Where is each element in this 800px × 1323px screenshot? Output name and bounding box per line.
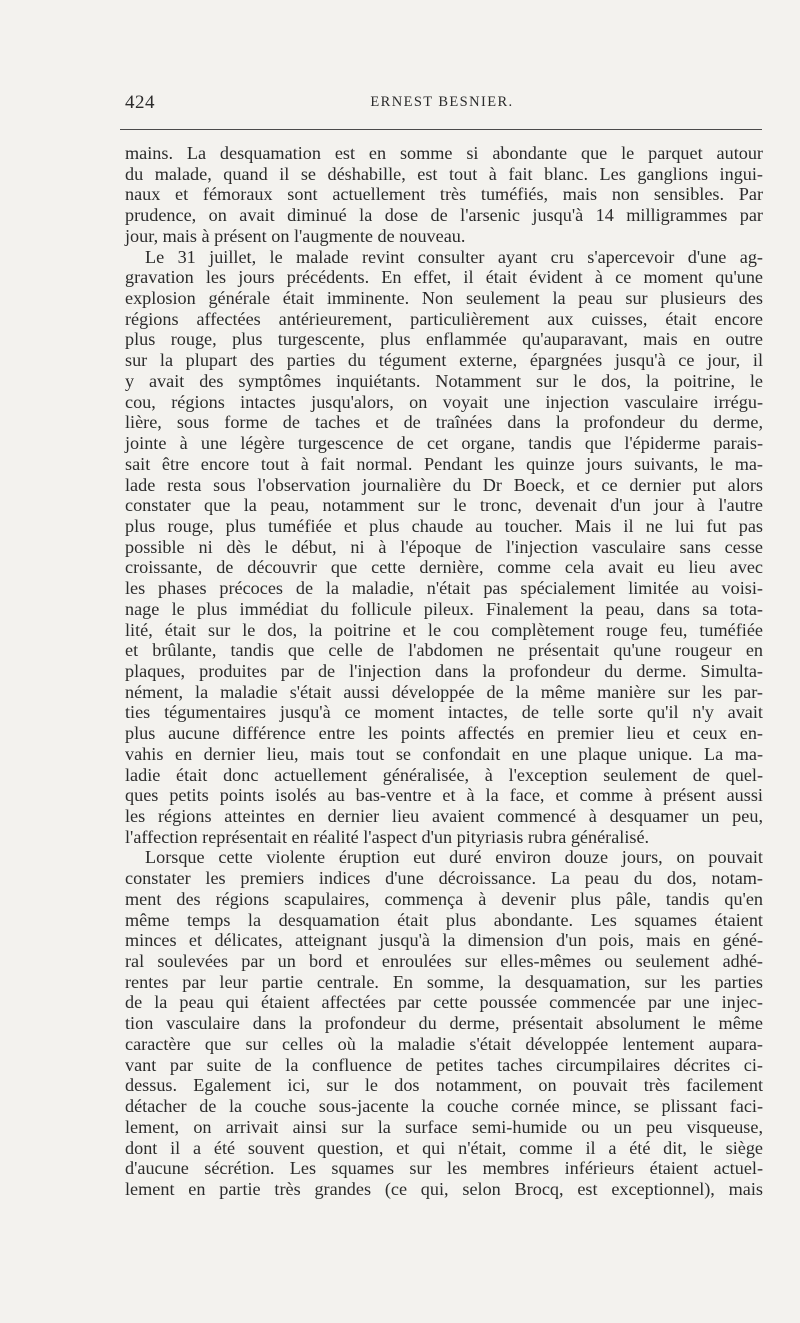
text-line: cou, régions intactes jusqu'alors, on voyait une injection vasculaire irrégu-	[125, 391, 763, 412]
text-line: lade resta sous l'observation journalière du Dr Boeck, et ce dernier put alors	[125, 474, 763, 495]
text-line: tion vasculaire dans la profondeur du derme, présentait absolument le même	[125, 1013, 763, 1034]
running-head: ERNEST BESNIER.	[370, 94, 514, 110]
text-line: mains. La desquamation est en somme si abondante que le parquet autour	[125, 143, 763, 163]
text-line: vahis en dernier lieu, mais tout se confondait en une plaque unique. La ma-	[125, 743, 763, 764]
text-line: sur la plupart des parties du tégument externe, épargnées jusqu'à ce jour, il	[125, 350, 763, 371]
text-line: lement, on arrivait ainsi sur la surface semi-humide ou un peu visqueuse,	[125, 1116, 763, 1137]
text-line: nément, la maladie s'était aussi développée de la même manière sur les par-	[125, 681, 763, 702]
text-line: croissante, de découvrir que cette dernière, comme cela avait eu lieu avec	[125, 557, 763, 578]
text-line: naux et fémoraux sont actuellement très tuméfiés, mais non sensibles. Par	[125, 184, 763, 205]
text-line: plus rouge, plus turgescente, plus enflammée qu'auparavant, mais en outre	[125, 329, 763, 350]
text-line: lement en partie très grandes (ce qui, selon Brocq, est exceptionnel), mais	[125, 1178, 763, 1199]
text-line: du malade, quand il se déshabille, est tout à fait blanc. Les ganglions ingui-	[125, 163, 763, 184]
text-line: sait être encore tout à fait normal. Pendant les quinze jours suivants, le ma-	[125, 453, 763, 474]
text-line: même temps la desquamation était plus abondante. Les squames étaient	[125, 909, 763, 930]
page-number: 424	[125, 92, 155, 113]
text-line: l'affection représentait en réalité l'aspect d'un pityriasis rubra généralisé.	[125, 826, 650, 847]
text-line: Le 31 juillet, le malade revint consulter ayant cru s'apercevoir d'une ag-	[145, 246, 763, 267]
text-line: ral soulevées par un bord et enroulées sur elles-mêmes ou seulement adhé-	[125, 951, 763, 972]
text-line: ties tégumentaires jusqu'à ce moment intactes, de telle sorte qu'il n'y avait	[125, 702, 763, 723]
text-line: prudence, on avait diminué la dose de l'arsenic jusqu'à 14 milligrammes par	[125, 205, 763, 226]
body-text	[125, 143, 763, 1200]
text-line: détacher de la couche sous-jacente la couche cornée mince, se plissant faci-	[125, 1096, 763, 1117]
text-line: explosion générale était imminente. Non seulement la peau sur plusieurs des	[125, 288, 763, 309]
text-line: ment des régions scapulaires, commença à devenir plus pâle, tandis qu'en	[125, 888, 763, 909]
text-line: nage le plus immédiat du follicule pileux. Finalement la peau, dans sa tota-	[125, 598, 763, 619]
text-line: constater les premiers indices d'une décroissance. La peau du dos, notam-	[125, 868, 763, 889]
text-line: de la peau qui étaient affectées par cette poussée commencée par une injec-	[125, 992, 763, 1013]
text-line: possible ni dès le début, ni à l'époque de l'injection vasculaire sans cesse	[125, 536, 763, 557]
text-line: minces et délicates, atteignant jusqu'à la dimension d'un pois, mais en géné-	[125, 930, 763, 951]
text-line: et brûlante, tandis que celle de l'abdomen ne présentait qu'une rougeur en	[125, 640, 763, 661]
text-line: les phases précoces de la maladie, n'était pas spécialement limitée au voisi-	[125, 578, 763, 599]
text-line: les régions atteintes en dernier lieu avaient commencé à desquamer un peu,	[125, 806, 763, 826]
page-header	[120, 92, 764, 116]
text-line: jointe à une légère turgescence de cet organe, tandis que l'épiderme parais-	[125, 433, 763, 454]
text-line: lière, sous forme de taches et de traînées dans la profondeur du derme,	[125, 412, 763, 433]
text-line: vant par suite de la confluence de petites taches circumpilaires décrites ci-	[125, 1054, 763, 1075]
text-line: dont il a été souvent question, et qui n'était, comme il a été dit, le siège	[125, 1137, 763, 1158]
header-rule	[120, 129, 762, 130]
text-line: constater que la peau, notamment sur le tronc, devenait d'un jour à l'autre	[125, 495, 763, 516]
text-line: ques petits points isolés au bas-ventre et à la face, et comme à présent aussi	[125, 785, 763, 806]
text-line: ladie était donc actuellement généralisée, à l'exception seulement de quel-	[125, 764, 763, 785]
text-line: plaques, produites par de l'injection dans la profondeur du derme. Simulta-	[125, 660, 763, 681]
text-line: gravation les jours précédents. En effet, il était évident à ce moment qu'une	[125, 267, 763, 288]
text-line: jour, mais à présent on l'augmente de nouveau.	[125, 225, 466, 246]
text-line: rentes par leur partie centrale. En somme, la desquamation, sur les parties	[125, 971, 763, 992]
text-line: y avait des symptômes inquiétants. Notamment sur le dos, la poitrine, le	[125, 370, 763, 391]
text-line: caractère que sur celles où la maladie s'était développée lentement aupara-	[125, 1033, 763, 1054]
text-line: plus rouge, plus tuméfiée et plus chaude au toucher. Mais il ne lui fut pas	[125, 515, 763, 536]
text-line: dessus. Egalement ici, sur le dos notamment, on pouvait très facilement	[125, 1075, 763, 1096]
text-line: lité, était sur le dos, la poitrine et le cou complètement rouge feu, tuméfiée	[125, 619, 763, 640]
text-line: d'aucune sécrétion. Les squames sur les membres inférieurs étaient actuel-	[125, 1158, 763, 1179]
text-line: régions affectées antérieurement, particulièrement aux cuisses, était encore	[125, 308, 763, 329]
text-line: plus aucune différence entre les points affectés en premier lieu et ceux en-	[125, 723, 763, 744]
text-line: Lorsque cette violente éruption eut duré environ douze jours, on pouvait	[145, 847, 763, 868]
